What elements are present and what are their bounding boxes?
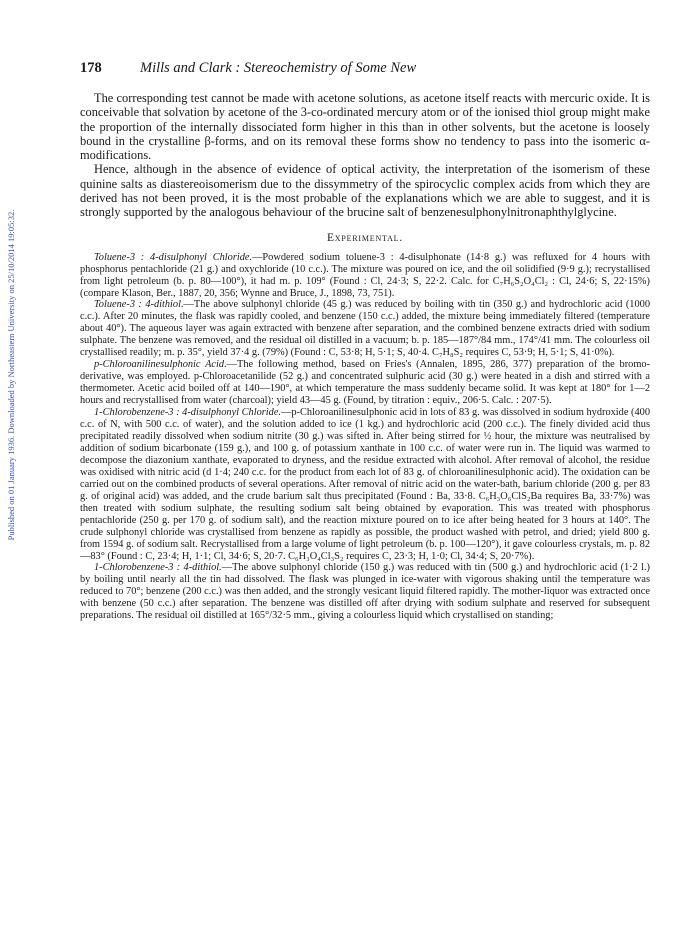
- compound-heading: Toluene-3 : 4-disulphonyl Chloride.: [94, 251, 253, 263]
- compound-heading: p-Chloroanilinesulphonic Acid.: [94, 359, 227, 371]
- paragraph-text: —The following method, based on Fries's (Annalen, 1895, 286, 377) preparation of the bromo-derivative, was employed. p-Chloroacetanilide (52 g.) and concentrated sulphuric acid (30 g.) were heated in a dish and stirred with a thermometer. Acetic acid boiled off at 140—190°, at which temperature the mass suddenly became solid. It was kept at 180° for 1—2 hours and recrystallised from water (charcoal); yield 43—45 g. (Found, by titration : equiv., 206·5. Calc. : 207·5).: [80, 359, 650, 407]
- paragraph-text: —The above sulphonyl chloride (150 g.) was reduced with tin (500 g.) and hydrochloric acid (1·2 l.) by boiling until nearly all the tin had dissolved. The flask was plunged in ice-water with vigorous shaking until the temperature was reduced to 70°; benzene (200 c.c.) was then added, and the strongly vesicant liquid filtered rapidly. The mother-liquor was extracted once with benzene (50 c.c.) after separation. The benzene was distilled off after drying with sodium sulphate and reserved for subsequent preparations. The residual oil distilled at 165°/32·5 mm., giving a colourless liquid which crystallised on standing;: [80, 562, 651, 622]
- paragraph-text: —p-Chloroanilinesulphonic acid in lots of 83 g. was dissolved in sodium hydroxide (400 c.c. of N, with 500 c.c. of water), and the solution added to ice (1 kg.) and hydrochloric acid (200 c.c.). The finely divided acid thus precipitated readily dissolved when sodium nitrite (30 g.) was sifted in. After being stirred for ½ hour, the mixture was neutralised by addition of sodium bicarbonate (159 g.), and 100 g. of potassium xanthate in 100 c.c. of water were run in. The liquid was warmed to decompose the diazonium xanthate, evaporated to dryness, and the residue extracted with alcohol. After removal of alcohol, the residue was oxidised with nitric acid (d 1·4; 240 c.c. for the product from each lot of 83 g. of chloroanilinesulphonic acid). The oxidation can be carried out on the combined products of several operations. After removal of nitric acid on the water-bath, barium chloride (200 g. per 83 g. of original acid) was added, and the crude barium salt thus precipitated (Found : Ba, 33·8. C₆H₃O₆ClS₂Ba requires Ba, 33·7%) was then treated with sodium sulphate, the resulting sodium salt being obtained by evaporation. This was treated with phosphorus pentachloride (250 g. per 170 g. of sodium salt), and the reaction mixture poured on to ice after being heated for 3 hours at 140°. The crude sulphonyl chloride was crystallised from benzene as rapidly as possible, the product washed with petrol, and dried; yield 800 g. from 1594 g. of sodium salt. Recrystallised from a large volume of light petroleum (b. p. 100—120°), it gave colourless crystals, m. p. 82—83° (Found : C, 23·4; H, 1·1; Cl, 34·6; S, 20·7. C₆H₃O₄Cl₃S₂ requires C, 23·3; H, 1·0; Cl, 34·4; S, 20·7%).: [80, 407, 650, 562]
- running-head: [80, 60, 650, 77]
- experimental-paragraph: [80, 407, 650, 562]
- experimental-paragraph: [80, 299, 650, 359]
- paragraph-text: —Powdered sodium toluene-3 : 4-disulphonate (14·8 g.) was refluxed for 4 hours with phosphorus pentachloride (21 g.) and oxychloride (10 c.c.). The mixture was poured on ice, and the oil solidified (9·9 g.); recrystallised from light petroleum (b. p. 80—100°), it had m. p. 109° (Found : Cl, 24·3; S, 22·2. Calc. for C₇H₆S₂O₄Cl₂ : Cl, 24·6; S, 22·15%) (compare Klason, Ber., 1887, 20, 356; Wynne and Bruce, J., 1898, 73, 751).: [80, 251, 650, 299]
- running-title: Mills and Clark : Stereochemistry of Some New: [140, 60, 417, 76]
- experimental-paragraph: [80, 252, 650, 300]
- journal-page: [80, 60, 650, 622]
- paragraph-text: —The above sulphonyl chloride (45 g.) was reduced by boiling with tin (350 g.) and hydrochloric acid (1000 c.c.). After 20 minutes, the flask was rapidly cooled, and benzene (150 c.c.) added, the mixture being immediately filtered (temperature about 40°). The aqueous layer was again extracted with benzene after separation, and the combined benzene extracts dried with sodium sulphate. The benzene was removed, and the residual oil distilled in a vacuum; b. p. 185—187°/84 mm., 174°/41 mm. The colourless oil crystallised readily; m. p. 35°, yield 37·4 g. (79%) (Found : C, 53·8; H, 5·1; S, 40·4. C₇H₈S₂ requires C, 53·9; H, 5·1; S, 41·0%).: [80, 299, 650, 359]
- page-number: 178: [80, 60, 102, 76]
- section-title: Experimental.: [326, 231, 404, 244]
- intro-paragraph: The corresponding test cannot be made with acetone solutions, as acetone itself reacts with mercuric oxide. It is conceivable that solvation by acetone of the 3-co-ordinated mercury atom or of the ionised thiol group might make the proportion of the internally dissociated form higher in this than in other solvents, but the acetone is loosely bound in the crystalline β-forms, and on its removal these forms show no tendency to pass into the isomeric α-modifications.: [80, 91, 650, 163]
- experimental-paragraph: [80, 359, 650, 407]
- download-watermark: [0, 140, 22, 610]
- compound-heading: 1-Chlorobenzene-3 : 4-disulphonyl Chloride.: [94, 407, 282, 419]
- compound-heading: 1-Chlorobenzene-3 : 4-dithiol.: [94, 562, 222, 574]
- compound-heading: Toluene-3 : 4-dithiol.: [94, 299, 184, 311]
- download-note: Published on 01 January 1936. Downloaded by Northeastern University on 25/10/2014 19:05:32.: [6, 209, 16, 541]
- experimental-paragraph: [80, 562, 650, 622]
- intro-paragraph: Hence, although in the absence of evidence of optical activity, the interpretation of the isomerism of these quinine salts as diastereoisomerism due to the dissymmetry of the spirocyclic complex acids from which they are derived has not been proved, it is the most probable of the explanations which we are able to suggest, and it is strongly supported by the analogous behaviour of the brucine salt of benzenesulphonylnitronaphthylglycine.: [80, 162, 650, 220]
